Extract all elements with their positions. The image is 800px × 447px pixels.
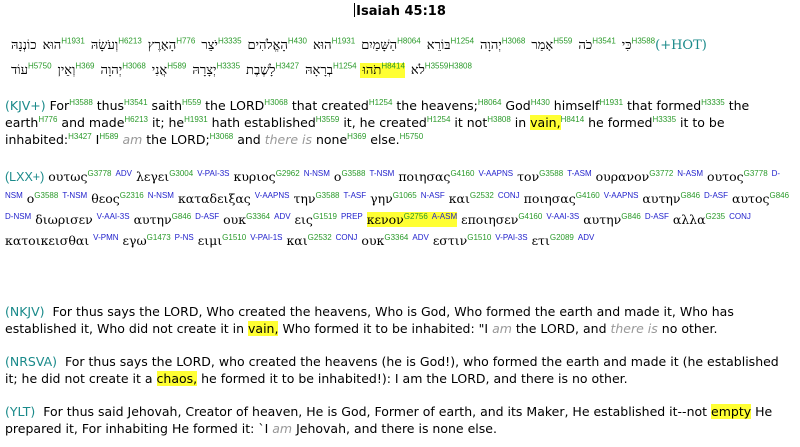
strongs-number[interactable]: H3335 [701, 97, 725, 107]
hebrew-text: יְהוָה [100, 63, 123, 78]
hebrew-word[interactable] [189, 63, 240, 78]
kjv-word: he formed [584, 115, 653, 130]
greek-word[interactable] [91, 191, 174, 206]
strongs-number[interactable]: H3588 [69, 97, 93, 107]
hebrew-text: הָאֱלֹהִים [247, 38, 288, 53]
morphology-code[interactable]: D-NSM [5, 211, 32, 221]
hebrew-word[interactable] [98, 63, 146, 78]
greek-text: ουτος [707, 169, 744, 184]
greek-word-highlighted[interactable] [367, 212, 457, 227]
hebrew-text: וְעֹשָׂהּ [90, 38, 119, 53]
greek-text: αυτος [732, 191, 770, 206]
morphology-code[interactable]: CONJ [497, 190, 520, 200]
kjv-word: am [118, 132, 143, 147]
strongs-number[interactable]: H776 [38, 114, 58, 124]
strongs-number[interactable]: G3778 [87, 168, 112, 178]
morphology-code[interactable]: V-PMN [93, 232, 119, 242]
strongs-number[interactable]: G4160 [518, 211, 543, 221]
hebrew-word[interactable] [149, 63, 187, 78]
hebrew-text: בְרָאָהּ [305, 63, 334, 78]
strongs-number[interactable]: H3559 [424, 61, 449, 71]
greek-text: ποιησας [398, 169, 451, 184]
morphology-code[interactable]: V-AAI-3S [546, 211, 580, 221]
strongs-number[interactable]: H5750 [27, 61, 52, 71]
morphology-code[interactable]: D-ASF [644, 211, 669, 221]
strongs-number[interactable]: G4160 [575, 190, 600, 200]
hebrew-text: בּוֹרֵא [426, 38, 451, 53]
strongs-number[interactable]: G3772 [649, 168, 674, 178]
strongs-number[interactable]: H8064 [397, 36, 421, 46]
lxx-label[interactable]: (LXX+) [5, 170, 45, 184]
hebrew-word[interactable] [302, 63, 357, 78]
greek-word[interactable] [334, 169, 394, 184]
greek-text: ουκ [223, 212, 247, 227]
kjv-word: the heavens; [392, 98, 478, 113]
kjv-word: I [91, 132, 100, 147]
strongs-number[interactable]: G2756 [403, 211, 428, 221]
nkjv-italic-1: am [492, 321, 512, 336]
hebrew-text: עוֹד [11, 63, 28, 78]
greek-word[interactable] [293, 191, 366, 206]
greek-text: αυτην [133, 212, 172, 227]
hebrew-word[interactable] [575, 38, 615, 53]
hebrew-text: יֹצֵר [201, 38, 218, 53]
strongs-number[interactable]: H8414 [381, 61, 405, 71]
nrsva-section [5, 353, 795, 387]
nkjv-label[interactable]: (NKJV) [5, 304, 45, 319]
strongs-number[interactable]: G1473 [146, 232, 171, 242]
greek-word[interactable] [461, 212, 579, 227]
ylt-italic: am [272, 421, 293, 436]
hebrew-word[interactable] [528, 38, 572, 53]
greek-text: κατοικεισθαι [5, 233, 90, 248]
hebrew-word[interactable] [8, 38, 37, 53]
strongs-number[interactable]: H430 [530, 97, 550, 107]
greek-word[interactable] [178, 191, 290, 206]
nrsva-text-end: he formed it to be inhabited!): I am the LORD, and there is no other. [197, 371, 628, 386]
morphology-code[interactable]: D-NSM [5, 168, 781, 200]
greek-word[interactable] [532, 233, 595, 248]
strongs-number[interactable]: G2532 [307, 232, 332, 242]
strongs-number[interactable]: G3588 [341, 168, 366, 178]
morphology-code[interactable]: ADV [115, 168, 132, 178]
greek-text: γην [370, 191, 393, 206]
verse-title-text: Isaiah 45:18 [356, 4, 446, 19]
morphology-code[interactable]: PREP [340, 211, 363, 221]
kjv-word: For [49, 98, 70, 113]
greek-word[interactable] [583, 212, 669, 227]
nkjv-text-mid: Who formed it to be inhabited: "I [278, 321, 493, 336]
hebrew-word[interactable] [243, 63, 299, 78]
hebrew-word[interactable] [424, 38, 474, 53]
nkjv-text-mid2: the LORD, and [511, 321, 611, 336]
ylt-text: For thus said Jehovah, Creator of heaven, He is God, Former of earth, and its Maker, He established it--not [43, 404, 712, 419]
strongs-number[interactable]: G1510 [467, 232, 492, 242]
ylt-text-mid: He prepared it, For inhabiting He formed it: `I [5, 404, 773, 436]
strongs-number[interactable]: H1931 [599, 97, 624, 107]
morphology-code[interactable]: ADV [412, 232, 429, 242]
greek-word[interactable] [673, 212, 751, 227]
strongs-number[interactable]: G1510 [222, 232, 247, 242]
strongs-number[interactable]: H1931 [331, 36, 356, 46]
hebrew-text: לֹא [410, 63, 425, 78]
greek-text: ουτως [48, 169, 88, 184]
greek-word[interactable] [642, 191, 728, 206]
kjv-word: and [233, 132, 261, 147]
morphology-code[interactable]: D-ASF [704, 190, 729, 200]
greek-text: διωρισεν [35, 212, 93, 227]
greek-text: εις [294, 212, 313, 227]
morphology-code[interactable]: N-ASM [677, 168, 704, 178]
greek-word[interactable] [35, 212, 129, 227]
strongs-number[interactable]: H589 [167, 61, 187, 71]
strongs-number[interactable]: G2316 [119, 190, 144, 200]
greek-text: ο [333, 169, 342, 184]
greek-word[interactable] [295, 212, 363, 227]
strongs-number[interactable]: H1254 [450, 36, 475, 46]
morphology-code[interactable]: CONJ [335, 232, 358, 242]
greek-word[interactable] [370, 191, 445, 206]
hebrew-word[interactable] [619, 38, 655, 53]
strongs-number[interactable]: H1931 [184, 114, 208, 124]
nkjv-text-end: no other. [657, 321, 718, 336]
strongs-number[interactable]: H3427 [68, 131, 92, 141]
greek-word[interactable] [198, 233, 283, 248]
kjv-word: thus [92, 98, 124, 113]
nkjv-highlight: vain, [248, 321, 279, 336]
strongs-number[interactable]: H3068 [501, 36, 526, 46]
strongs-number[interactable]: G1519 [312, 211, 337, 221]
kjv-word: God [501, 98, 531, 113]
text-caret [354, 3, 355, 17]
hebrew-text: הָאָרֶץ [147, 38, 177, 53]
morphology-code[interactable]: T-NSM [369, 168, 395, 178]
greek-text: τον [517, 169, 540, 184]
greek-text: ποιησας [523, 191, 576, 206]
kjv-word: none [312, 132, 348, 147]
greek-word[interactable] [5, 233, 119, 248]
strongs-number[interactable]: H3335 [217, 36, 242, 46]
strongs-number[interactable]: G3588 [34, 190, 59, 200]
greek-word[interactable] [27, 191, 87, 206]
kjv-word: there is [260, 132, 313, 147]
hot-label[interactable]: (HOT+) [655, 38, 707, 53]
morphology-code[interactable]: P-NS [174, 232, 194, 242]
greek-text: ειμι [197, 233, 223, 248]
greek-text: εποιησεν [461, 212, 519, 227]
kjv-word: it; he [147, 115, 185, 130]
strongs-number[interactable]: H3808 [487, 114, 511, 124]
ylt-highlight: empty [711, 404, 752, 419]
strongs-number[interactable]: G3778 [743, 168, 768, 178]
ylt-label[interactable]: (YLT) [5, 404, 36, 419]
morphology-code[interactable]: V-PAI-1S [250, 232, 283, 242]
morphology-code[interactable]: N-ASF [420, 190, 445, 200]
morphology-code[interactable]: ADV [577, 232, 595, 242]
hebrew-text: אָמַר [531, 38, 554, 53]
strongs-number[interactable]: G846 [769, 190, 790, 200]
hebrew-word[interactable] [55, 63, 95, 78]
morphology-code[interactable]: D-ASF [195, 211, 220, 221]
strongs-number[interactable]: H1254 [426, 114, 451, 124]
strongs-number[interactable]: G3004 [169, 168, 194, 178]
kjv-word: the LORD; [142, 132, 210, 147]
greek-text: την [293, 191, 316, 206]
strongs-number[interactable]: H1931 [61, 36, 85, 46]
strongs-number[interactable]: G4160 [450, 168, 475, 178]
nrsva-highlight: chaos, [156, 371, 198, 386]
nkjv-text: For thus says the LORD, Who created the heavens, Who is God, Who formed the earth and made it, Who has established it, Who did not create it in [5, 304, 734, 336]
greek-text: εστιν [432, 233, 468, 248]
lxx-section [5, 166, 795, 251]
kjv-word: the earth [5, 98, 750, 130]
strongs-number[interactable]: G1065 [392, 190, 417, 200]
morphology-code[interactable]: ADV [274, 211, 291, 221]
greek-text: αλλα [672, 212, 706, 227]
strongs-number[interactable]: H5750 [399, 131, 424, 141]
hebrew-word[interactable] [358, 38, 421, 53]
strongs-number[interactable]: G3588 [315, 190, 340, 200]
strongs-number[interactable]: G846 [621, 211, 641, 221]
hebrew-word[interactable] [245, 38, 307, 53]
nrsva-label[interactable]: (NRSVA) [5, 354, 58, 369]
kjv-word: it not [450, 115, 488, 130]
greek-word[interactable] [223, 212, 290, 227]
morphology-code[interactable]: V-AAPNS [478, 168, 514, 178]
hebrew-word-highlighted[interactable] [360, 63, 405, 78]
greek-text: κενον [366, 212, 404, 227]
greek-text: και [448, 191, 470, 206]
verse-title [0, 3, 800, 19]
strongs-number[interactable]: H3335 [652, 114, 677, 124]
strongs-number[interactable]: G846 [171, 211, 192, 221]
hebrew-text: לָשֶׁבֶת [246, 63, 276, 78]
strongs-number[interactable]: H3068 [209, 131, 234, 141]
greek-word[interactable] [596, 169, 703, 184]
strongs-number[interactable]: G2962 [275, 168, 300, 178]
kjv-word: in [510, 115, 531, 130]
strongs-number[interactable]: H3427 [275, 61, 300, 71]
morphology-code[interactable]: V-PAI-3S [197, 168, 230, 178]
strongs-number[interactable]: G3588 [539, 168, 564, 178]
strongs-number[interactable]: H1254 [333, 61, 357, 71]
strongs-number[interactable]: H369 [347, 131, 367, 141]
strongs-number[interactable]: H589 [99, 131, 119, 141]
strongs-number[interactable]: H776 [176, 36, 196, 46]
strongs-number[interactable]: H369 [75, 61, 95, 71]
greek-word[interactable] [524, 191, 639, 206]
greek-text: ουκ [361, 233, 385, 248]
nrsva-text: For thus says the LORD, who created the heavens (he is God!), who formed the earth and made it (he established it; he did not create it a [5, 354, 779, 386]
greek-text: και [286, 233, 308, 248]
strongs-number[interactable]: H3541 [592, 36, 616, 46]
morphology-code[interactable]: T-ASF [343, 190, 367, 200]
greek-text: ουρανον [595, 169, 650, 184]
kjv-word: and made [57, 115, 125, 130]
greek-word[interactable] [398, 169, 513, 184]
greek-text: ετι [531, 233, 550, 248]
strongs-number[interactable]: G2532 [469, 190, 494, 200]
greek-word[interactable] [136, 169, 230, 184]
kjv-section [5, 97, 795, 148]
greek-text: καταδειξας [177, 191, 251, 206]
greek-word[interactable] [48, 169, 132, 184]
morphology-code[interactable]: V-AAPNS [254, 190, 290, 200]
greek-word[interactable] [517, 169, 592, 184]
morphology-code[interactable]: T-ASM [567, 168, 592, 178]
kjv-word-highlighted: vain, [530, 115, 561, 130]
greek-text: αυτην [583, 212, 622, 227]
kjv-word: it, he created [339, 115, 427, 130]
kjv-word: hath established [207, 115, 316, 130]
hebrew-text: כוֹנְנָהּ [11, 38, 37, 53]
kjv-word: himself [549, 98, 600, 113]
kjv-word: saith [147, 98, 183, 113]
hebrew-word[interactable] [145, 38, 196, 53]
hebrew-word[interactable] [198, 38, 241, 53]
morphology-code[interactable]: V-PAI-3S [495, 232, 528, 242]
hebrew-text: אֲנִי [151, 63, 168, 78]
hot-section [5, 33, 795, 83]
ylt-text-end: Jehovah, and there is none else. [292, 421, 497, 436]
greek-text: θεος [91, 191, 120, 206]
greek-word[interactable] [433, 233, 528, 248]
kjv-word: it to be inhabited: [5, 115, 725, 147]
hebrew-text: כֹה [578, 38, 593, 53]
strongs-number[interactable]: H6213 [118, 36, 142, 46]
hebrew-word[interactable] [88, 38, 142, 53]
hebrew-text: תֹהוּ [362, 63, 382, 78]
strongs-number[interactable]: H6213 [124, 114, 148, 124]
hebrew-word[interactable] [40, 38, 85, 53]
strongs-number[interactable]: H3068 [264, 97, 288, 107]
strongs-number[interactable]: G3364 [384, 232, 409, 242]
kjv-word: that formed [623, 98, 702, 113]
greek-text: ο [26, 191, 35, 206]
kjv-word: else. [366, 132, 400, 147]
greek-word[interactable] [361, 233, 428, 248]
hebrew-word[interactable] [477, 38, 525, 53]
strongs-number[interactable]: H559 [553, 36, 573, 46]
nkjv-italic-2: there is [610, 321, 658, 336]
morphology-code[interactable]: V-AAPNS [603, 190, 639, 200]
strongs-number[interactable]: G235 [705, 211, 726, 221]
hebrew-text: וְאֵין [57, 63, 76, 78]
hebrew-word[interactable] [310, 38, 355, 53]
strongs-number[interactable]: H3068 [122, 61, 146, 71]
strongs-number[interactable]: G3364 [246, 211, 271, 221]
morphology-code[interactable]: N-NSM [303, 168, 330, 178]
greek-text: λεγει [135, 169, 170, 184]
strongs-number[interactable]: G2089 [549, 232, 574, 242]
strongs-number[interactable]: H3588 [631, 36, 656, 46]
morphology-code[interactable]: V-AAI-3S [96, 211, 130, 221]
strongs-number[interactable]: H3559 [315, 114, 340, 124]
strongs-number[interactable]: H559 [182, 97, 202, 107]
strongs-number[interactable]: H8064 [477, 97, 502, 107]
nkjv-section [5, 303, 795, 337]
hebrew-text: הוּא [42, 38, 62, 53]
greek-text: κυριος [233, 169, 276, 184]
kjv-word: the LORD [201, 98, 265, 113]
hot-line-1 [5, 33, 795, 58]
greek-word[interactable] [449, 191, 520, 206]
strongs-number[interactable]: H8414 [560, 114, 585, 124]
strongs-number[interactable]: G846 [680, 190, 701, 200]
morphology-code[interactable]: T-NSM [62, 190, 88, 200]
morphology-code[interactable]: CONJ [729, 211, 751, 221]
strongs-number[interactable]: H430 [287, 36, 307, 46]
hebrew-text: יְצָרָהּ [192, 63, 217, 78]
strongs-number[interactable]: H3335 [216, 61, 241, 71]
strongs-number[interactable]: H1254 [368, 97, 393, 107]
greek-word[interactable] [286, 233, 357, 248]
kjv-word: that created [287, 98, 369, 113]
hebrew-word[interactable] [8, 63, 52, 78]
ylt-section [5, 403, 795, 437]
strongs-number[interactable]: H3808 [448, 61, 472, 71]
hebrew-text: כִּי [621, 38, 632, 53]
morphology-code[interactable]: A-ASM [431, 211, 458, 221]
hebrew-text: הוּא [313, 38, 332, 53]
strongs-number[interactable]: H3541 [124, 97, 148, 107]
morphology-code[interactable]: N-NSM [147, 190, 174, 200]
hot-line-2 [5, 58, 795, 83]
kjv-label[interactable]: (KJV+) [5, 98, 46, 113]
greek-word[interactable] [123, 233, 194, 248]
greek-word[interactable] [234, 169, 330, 184]
greek-word[interactable] [134, 212, 220, 227]
greek-text: εγω [122, 233, 147, 248]
hebrew-text: הַשָּׁמַיִם [361, 38, 398, 53]
greek-text: αυτην [642, 191, 681, 206]
hebrew-text: יְהוָה [480, 38, 502, 53]
